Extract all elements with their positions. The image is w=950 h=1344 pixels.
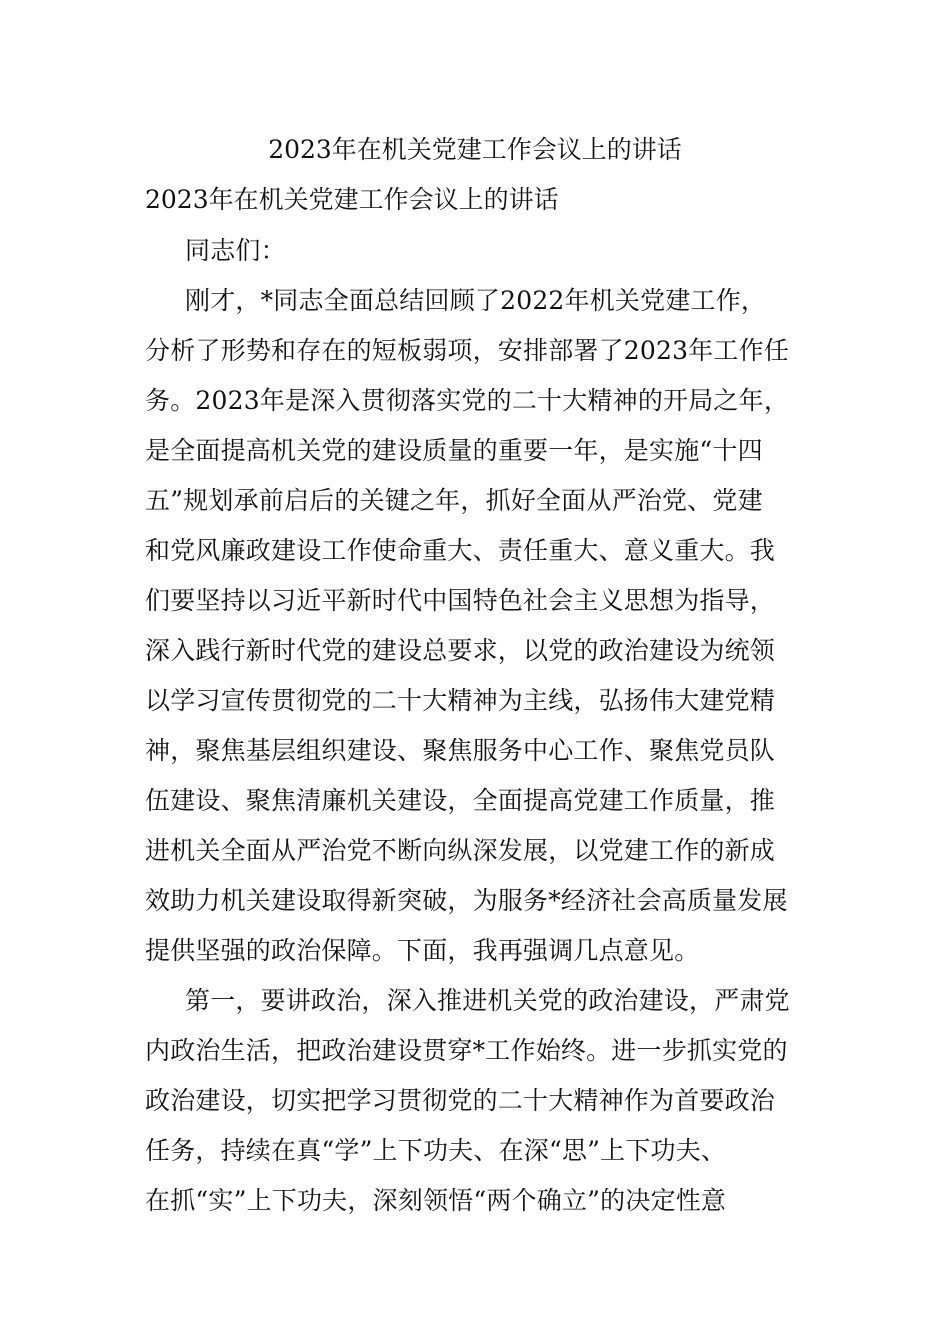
paragraph-1-line: 五”规划承前启后的关键之年，抓好全面从严治党、党建 <box>145 486 763 515</box>
paragraph-2-line: 政治建设，切实把学习贯彻党的二十大精神作为首要政治 <box>145 1086 776 1115</box>
paragraph-1-line: 深入践行新时代党的建设总要求，以党的政治建设为统领 <box>145 636 776 665</box>
paragraph-1-line: 务。2023年是深入贯彻落实党的二十大精神的开局之年， <box>145 386 790 415</box>
paragraph-1-line: 伍建设、聚焦清廉机关建设，全面提高党建工作质量，推 <box>145 786 776 815</box>
paragraph-1-line: 是全面提高机关党的建设质量的重要一年，是实施“十四 <box>145 436 763 465</box>
paragraph-1-line: 分析了形势和存在的短板弱项，安排部署了2023年工作任 <box>145 336 790 365</box>
paragraph-2 <box>145 976 810 1226</box>
paragraph-1-line: 提供坚强的政治保障。下面，我再强调几点意见。 <box>145 936 700 965</box>
paragraph-1-line: 以学习宣传贯彻党的二十大精神为主线，弘扬伟大建党精 <box>145 686 776 715</box>
paragraph-1 <box>145 276 810 976</box>
paragraph-2-line: 内政治生活，把政治建设贯穿*工作始终。进一步抓实党的 <box>145 1036 788 1065</box>
paragraph-1-line: 刚才，*同志全面总结回顾了2022年机关党建工作， <box>185 286 767 315</box>
paragraph-1-line: 进机关全面从严治党不断向纵深发展，以党建工作的新成 <box>145 836 776 865</box>
paragraph-1-line: 神，聚焦基层组织建设、聚焦服务中心工作、聚焦党员队 <box>145 736 776 765</box>
paragraph-1-line: 和党风廉政建设工作使命重大、责任重大、意义重大。我 <box>145 536 776 565</box>
paragraph-1-line: 们要坚持以习近平新时代中国特色社会主义思想为指导， <box>145 586 776 615</box>
body-text <box>145 226 810 1226</box>
paragraph-2-line: 第一，要讲政治，深入推进机关党的政治建设，严肃党 <box>185 986 790 1015</box>
document-title: 2023年在机关党建工作会议上的讲话 <box>268 135 682 164</box>
paragraph-2-line: 任务，持续在真“学”上下功夫、在深“思”上下功夫、 <box>145 1136 727 1165</box>
paragraph-2-line: 在抓“实”上下功夫，深刻领悟“两个确立”的决定性意 <box>145 1186 727 1215</box>
document-subtitle: 2023年在机关党建工作会议上的讲话 <box>145 185 559 214</box>
salutation: 同志们： <box>185 236 286 265</box>
paragraph-1-line: 效助力机关建设取得新突破，为服务*经济社会高质量发展 <box>145 886 788 915</box>
